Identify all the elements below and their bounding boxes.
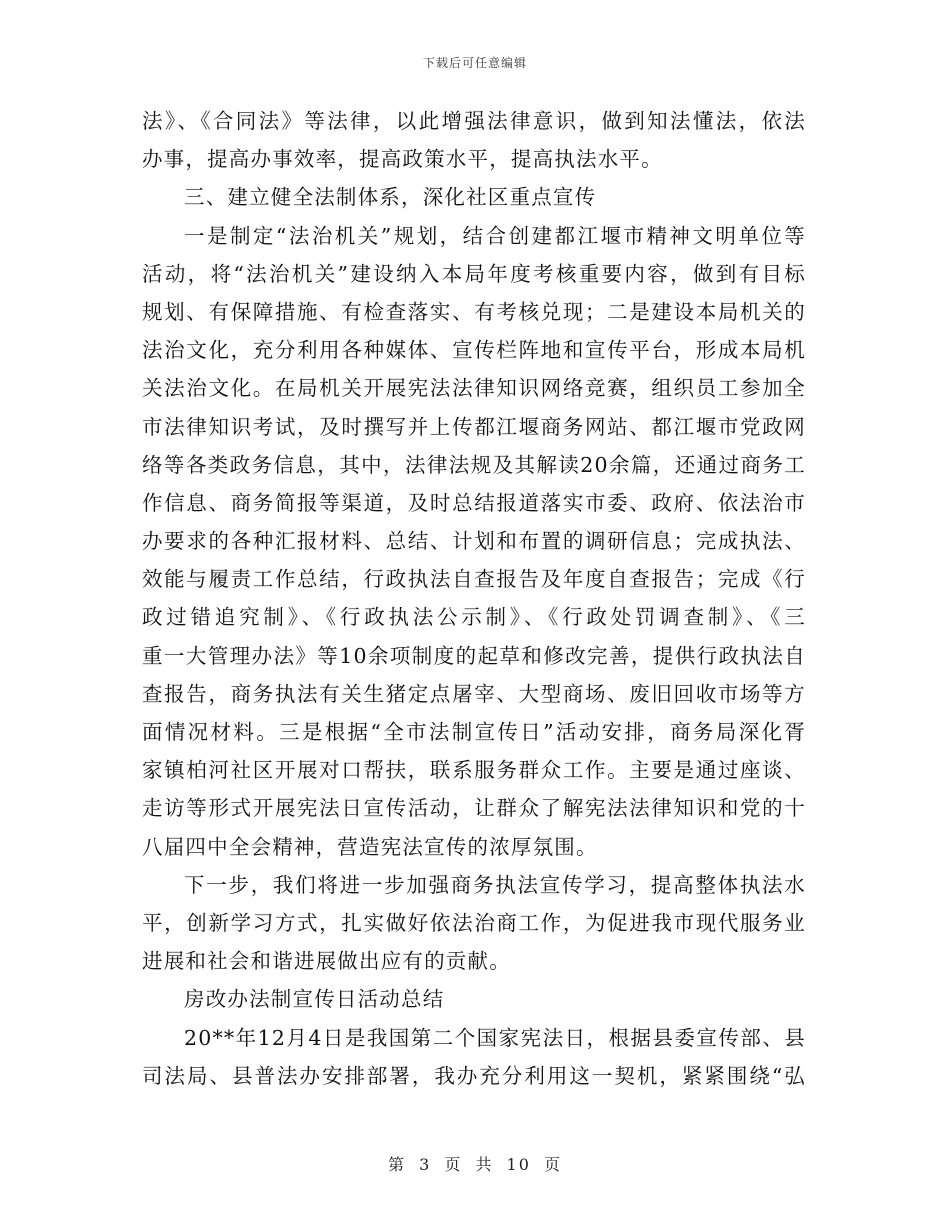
page-footer: 第 3 页 共 10 页 [388, 1155, 562, 1174]
body-line: 办事，提高办事效率，提高政策水平，提高执法水平。 [142, 147, 663, 172]
body-line: 走访等形式开展宪法日宣传活动，让群众了解宪法法律知识和党的十 [142, 796, 806, 821]
body-line: 关法治文化。在局机关开展宪法法律知识网络竞赛，组织员工参加全 [142, 376, 806, 401]
body-line: 查报告，商务执法有关生猪定点屠宰、大型商场、废旧回收市场等方 [142, 681, 806, 706]
body-line: 络等各类政务信息，其中，法律法规及其解读20余篇，还通过商务工 [142, 452, 806, 477]
body-line: 效能与履责工作总结，行政执法自查报告及年度自查报告；完成《行 [142, 567, 806, 592]
body-line: 活动，将“法治机关”建设纳入本局年度考核重要内容，做到有目标 [142, 261, 806, 286]
body-line: 面情况材料。三是根据“全市法制宣传日”活动安排，商务局深化胥 [142, 720, 806, 744]
body-line: 家镇柏河社区开展对口帮扶，联系服务群众工作。主要是通过座谈、 [142, 758, 806, 783]
document-body [142, 102, 806, 1095]
body-line: 法治文化，充分利用各种媒体、宣传栏阵地和宣传平台，形成本局机 [142, 338, 806, 363]
body-line: 八届四中全会精神，营造宪法宣传的浓厚氛围。 [142, 834, 598, 859]
body-line: 下一步，我们将进一步加强商务执法宣传学习，提高整体执法水 [184, 872, 806, 897]
body-line: 办要求的各种汇报材料、总结、计划和布置的调研信息；完成执法、 [142, 529, 806, 554]
body-line: 市法律知识考试，及时撰写并上传都江堰商务网站、都江堰市党政网 [142, 414, 806, 439]
page-header: 下载后可任意编辑 [422, 56, 527, 70]
body-line: 司法局、县普法办安排部署，我办充分利用这一契机，紧紧围绕“弘 [142, 1063, 806, 1088]
body-line: 重一大管理办法》等10余项制度的起草和修改完善，提供行政执法自 [142, 643, 806, 668]
body-line: 作信息、商务简报等渠道，及时总结报道落实市委、政府、依法治市 [142, 490, 806, 515]
body-line: 20**年12月4日是我国第二个国家宪法日，根据县委宣传部、县 [184, 1025, 806, 1050]
body-line: 规划、有保障措施、有检查落实、有考核兑现；二是建设本局机关的 [142, 299, 806, 324]
section-heading: 三、建立健全法制体系，深化社区重点宣传 [184, 185, 597, 210]
body-line: 法》、《合同法》等法律，以此增强法律意识，做到知法懂法，依法 [142, 109, 806, 133]
body-line: 进展和社会和谐进展做出应有的贡献。 [142, 949, 511, 974]
body-line: 政过错追究制》、《行政执法公示制》、《行政处罚调查制》、《三 [142, 605, 806, 630]
body-line: 平，创新学习方式，扎实做好依法治商工作，为促进我市现代服务业 [142, 910, 806, 935]
section-heading: 房改办法制宣传日活动总结 [184, 987, 445, 1012]
body-line: 一是制定“法治机关”规划，结合创建都江堰市精神文明单位等 [184, 223, 806, 248]
